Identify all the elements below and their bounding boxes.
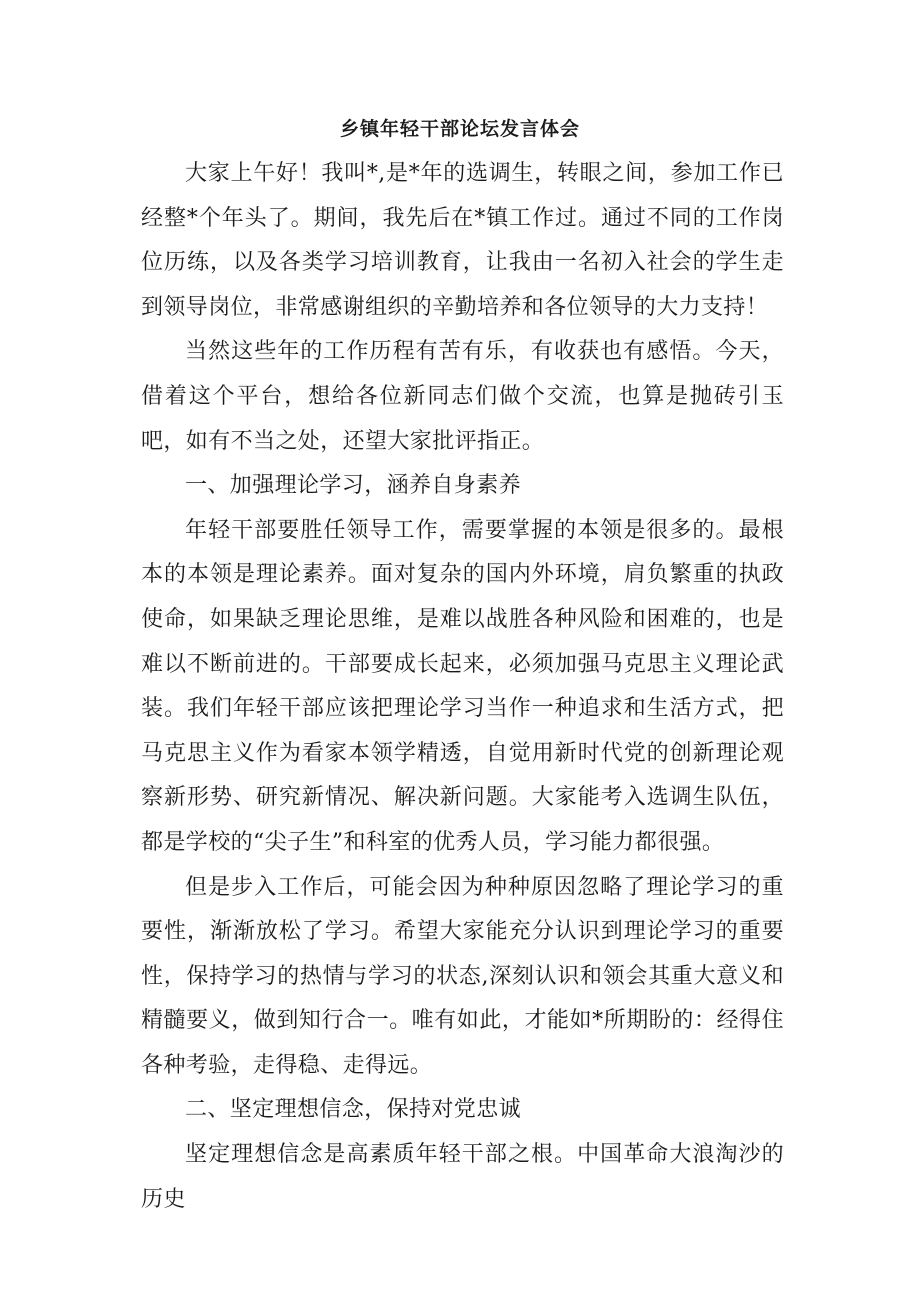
- paragraph-greeting: 大家上午好！我叫*,是*年的选调生，转眼之间，参加工作已经整*个年头了。期间，我先后在*镇工作过。通过不同的工作岗位历练，以及各类学习培训教育，让我由一名初入社会的学生走到领导岗位，非常感谢组织的辛勤培养和各位领导的大力支持！: [141, 161, 784, 320]
- paragraph-ideals: 坚定理想信念是高素质年轻干部之根。中国革命大浪淘沙的历史: [141, 1142, 784, 1212]
- paragraph-theory-study: 年轻干部要胜任领导工作，需要掌握的本领是很多的。最根本的本领是理论素养。面对复杂的国内外环境，肩负繁重的执政使命，如果缺乏理论思维，是难以战胜各种风险和困难的，也是难以不断前进的。干部要成长起来，必须加强马克思主义理论武装。我们年轻干部应该把理论学习当作一种追求和生活方式，把马克思主义作为看家本领学精透，自觉用新时代党的创新理论观察新形势、研究新情况、解决新问题。大家能考入选调生队伍，都是学校的“尖子生”和科室的优秀人员，学习能力都很强。: [141, 517, 784, 855]
- section-heading-2: 二、坚定理想信念，保持对党忠诚: [185, 1097, 522, 1123]
- document-title: 乡镇年轻干部论坛发言体会: [339, 118, 580, 140]
- paragraph-theory-importance: 但是步入工作后，可能会因为种种原因忽略了理论学习的重要性，渐渐放松了学习。希望大家能充分认识到理论学习的重要性，保持学习的热情与学习的状态,深刻认识和领会其重大意义和精髓要义，做到知行合一。唯有如此，才能如*所期盼的：经得住各种考验，走得稳、走得远。: [141, 874, 784, 1078]
- paragraph-intro: 当然这些年的工作历程有苦有乐，有收获也有感悟。今天，借着这个平台，想给各位新同志们做个交流，也算是抛砖引玉吧，如有不当之处，还望大家批评指正。: [141, 339, 784, 454]
- document-body: [141, 152, 784, 1222]
- section-heading-1: 一、加强理论学习，涵养自身素养: [185, 473, 522, 499]
